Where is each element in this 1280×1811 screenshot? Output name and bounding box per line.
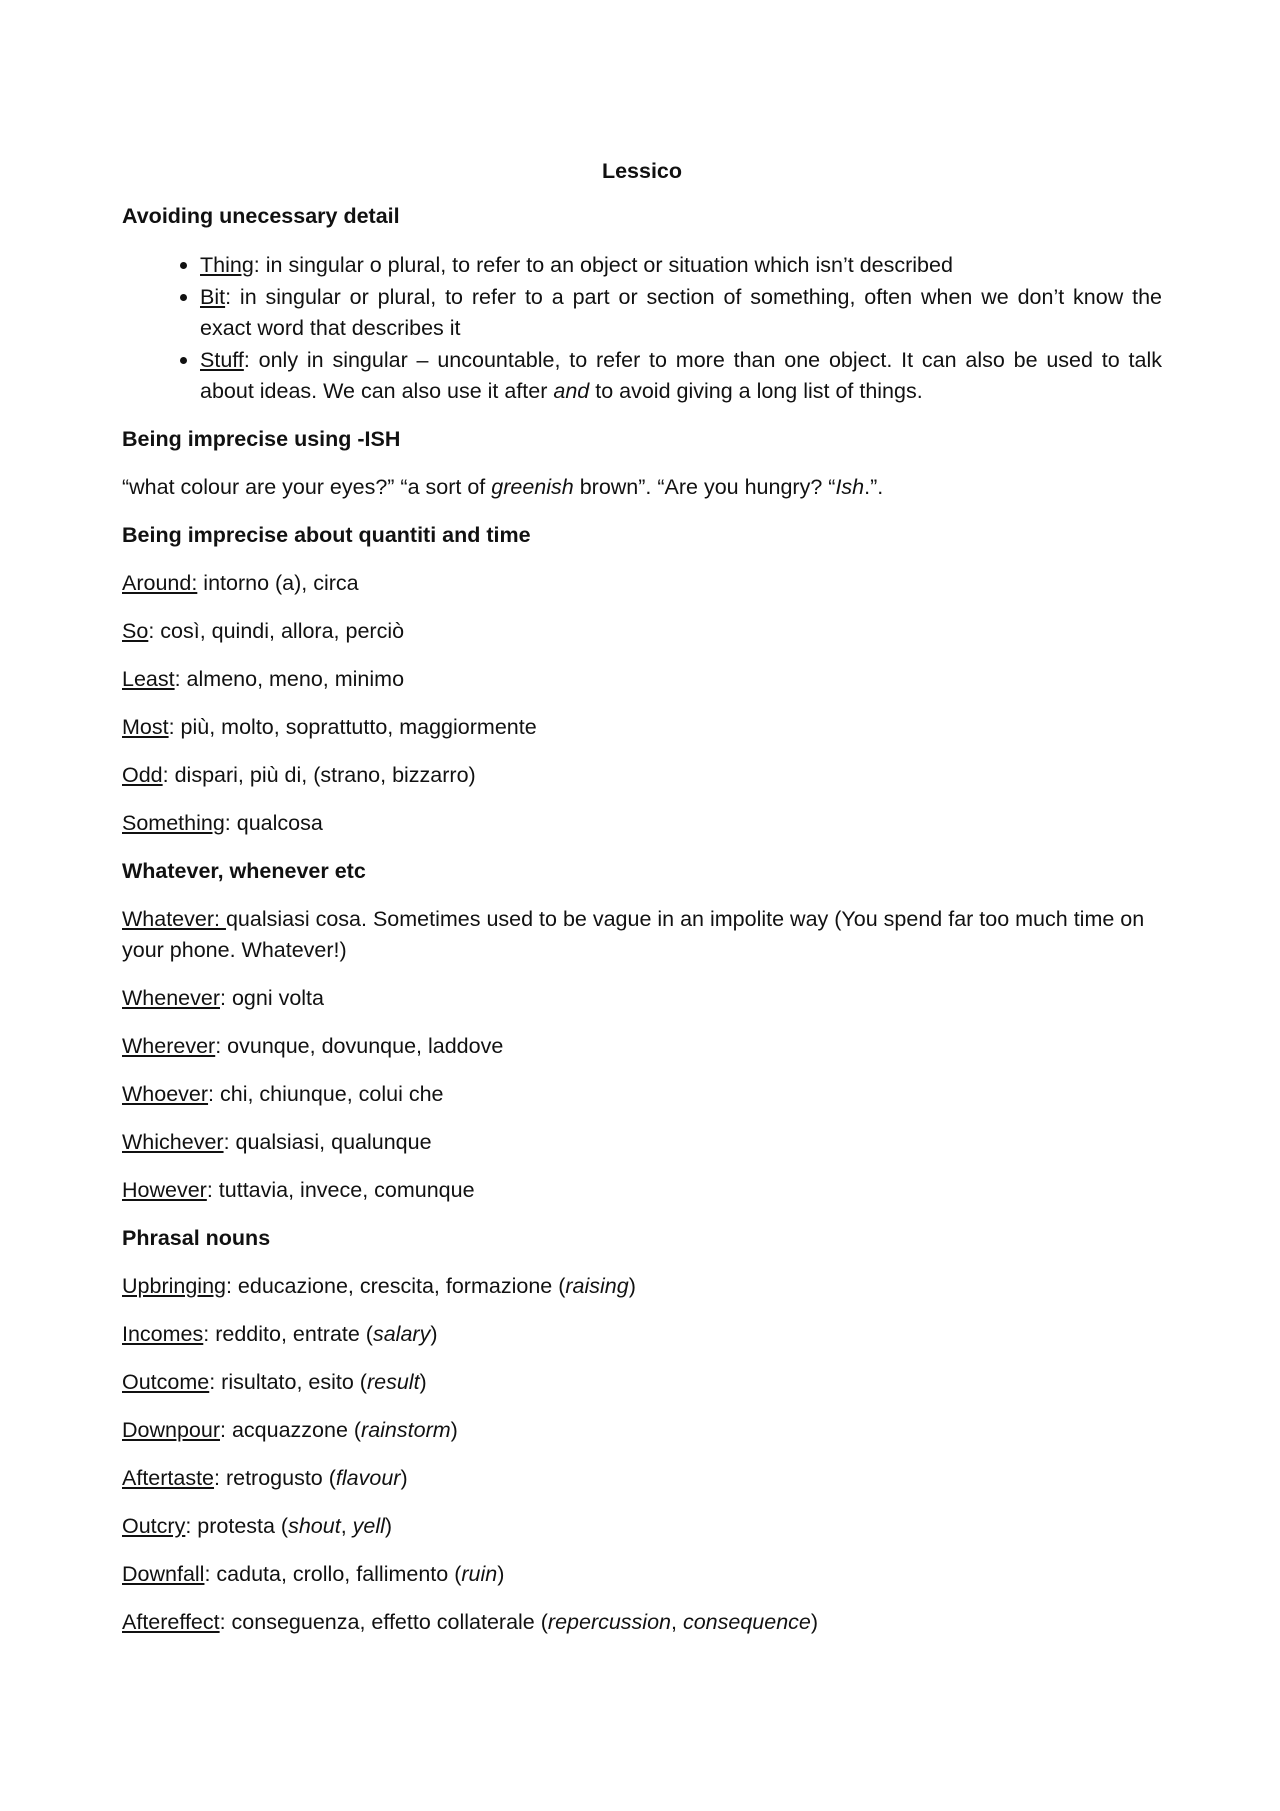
synonym: salary: [372, 1322, 431, 1346]
definition: : tuttavia, invece, comunque: [206, 1178, 475, 1202]
definition: : educazione, crescita, formazione (: [225, 1274, 566, 1298]
definition: : ogni volta: [220, 986, 324, 1010]
document-title: Lessico: [601, 159, 683, 183]
synonym: flavour: [335, 1466, 401, 1490]
vocab-item: [122, 1415, 1162, 1446]
document-page: [122, 150, 1162, 1655]
term: Upbringing: [122, 1274, 226, 1298]
vocab-item: [122, 1511, 1162, 1542]
separator: ,: [671, 1610, 683, 1634]
definition: : retrogusto (: [214, 1466, 336, 1490]
synonym: repercussion: [547, 1610, 671, 1634]
vocab-item: [122, 1559, 1162, 1590]
term: Bit: [200, 285, 226, 309]
bullet-item-thing: [200, 249, 1162, 281]
section-heading-avoiding-detail: Avoiding unecessary detail: [122, 204, 400, 228]
section-heading-ish: Being imprecise using -ISH: [122, 427, 401, 451]
term: Outcry: [122, 1514, 186, 1538]
definition: : conseguenza, effetto collaterale (: [219, 1610, 548, 1634]
vocab-item: [122, 712, 1162, 743]
term: Whatever:: [122, 907, 226, 931]
definition: : caduta, crollo, fallimento (: [204, 1562, 462, 1586]
section-heading-phrasal-nouns: Phrasal nouns: [122, 1226, 271, 1250]
bullet-item-bit: [200, 281, 1162, 344]
definition: : così, quindi, allora, perciò: [148, 619, 405, 643]
term: Aftertaste: [122, 1466, 215, 1490]
vocab-item: [122, 904, 1162, 966]
close-paren: ): [419, 1370, 427, 1394]
term: However: [122, 1178, 207, 1202]
separator: ,: [340, 1514, 353, 1538]
vocab-item: [122, 568, 1162, 599]
term: Thing: [200, 253, 254, 277]
term: Outcome: [122, 1370, 210, 1394]
definition-italic: and: [553, 379, 590, 403]
text-italic: greenish: [491, 475, 574, 499]
term: Stuff: [200, 348, 244, 372]
definition: : reddito, entrate (: [203, 1322, 373, 1346]
term: Aftereffect: [122, 1610, 220, 1634]
synonym: ruin: [461, 1562, 498, 1586]
term: Downfall: [122, 1562, 205, 1586]
definition: : acquazzone (: [220, 1418, 362, 1442]
term: Something: [122, 811, 225, 835]
close-paren: ): [810, 1610, 819, 1634]
definition: : in singular or plural, to refer to a part or section of something, often when we don’t know the exact word that describes it: [200, 285, 1162, 340]
bullet-item-stuff: [200, 344, 1162, 407]
definition: : protesta (: [185, 1514, 289, 1538]
bullet-list: [122, 249, 1162, 407]
close-paren: ): [450, 1418, 458, 1442]
vocab-item: [122, 808, 1162, 839]
synonym: raising: [565, 1274, 629, 1298]
term: Whichever: [122, 1130, 224, 1154]
term: Odd: [122, 763, 163, 787]
definition: : dispari, più di, (strano, bizzarro): [162, 763, 476, 787]
text: brown”. “Are you hungry? “: [573, 475, 836, 499]
section-heading-whatever: Whatever, whenever etc: [122, 859, 366, 883]
text: .”.: [864, 475, 884, 499]
vocab-item: [122, 1175, 1162, 1206]
vocab-item: [122, 1271, 1162, 1302]
vocab-item: [122, 1367, 1162, 1398]
definition: : almeno, meno, minimo: [174, 667, 405, 691]
definition: to avoid giving a long list of things.: [589, 379, 923, 403]
close-paren: ): [430, 1322, 438, 1346]
term: Around:: [122, 571, 198, 595]
vocab-item: [122, 1463, 1162, 1494]
definition: : qualcosa: [224, 811, 323, 835]
close-paren: ): [400, 1466, 408, 1490]
vocab-item: [122, 1319, 1162, 1350]
vocab-item: [122, 664, 1162, 695]
vocab-item: [122, 1079, 1162, 1110]
term: Incomes: [122, 1322, 204, 1346]
definition: : ovunque, dovunque, laddove: [215, 1034, 504, 1058]
definition: : più, molto, soprattutto, maggiormente: [168, 715, 537, 739]
close-paren: ): [497, 1562, 505, 1586]
section-heading-quantity-time: Being imprecise about quantiti and time: [122, 523, 531, 547]
synonym: rainstorm: [361, 1418, 451, 1442]
text: “what colour are your eyes?” “a sort of: [122, 475, 492, 499]
term: Downpour: [122, 1418, 220, 1442]
synonym: consequence: [682, 1610, 811, 1634]
definition: intorno (a), circa: [197, 571, 359, 595]
vocab-item: [122, 1031, 1162, 1062]
definition: qualsiasi cosa. Sometimes used to be vague in an impolite way (You spend far too much time on your phone. Whatever!): [122, 907, 1145, 962]
synonym: yell: [352, 1514, 385, 1538]
term: Most: [122, 715, 169, 739]
vocab-item: [122, 983, 1162, 1014]
close-paren: ): [384, 1514, 393, 1538]
term: Wherever: [122, 1034, 216, 1058]
term: Least: [122, 667, 175, 691]
vocab-item: [122, 1127, 1162, 1158]
definition: : in singular o plural, to refer to an object or situation which isn’t described: [253, 253, 953, 277]
vocab-item: [122, 760, 1162, 791]
term: Whoever: [122, 1082, 209, 1106]
term: So: [122, 619, 149, 643]
term: Whenever: [122, 986, 220, 1010]
definition: : only in singular – uncountable, to refer to more than one object. It can also be used to talk about ideas. We can also use it after: [200, 348, 1162, 403]
definition: : chi, chiunque, colui che: [208, 1082, 444, 1106]
text-italic: Ish: [835, 475, 865, 499]
definition: : qualsiasi, qualunque: [223, 1130, 432, 1154]
vocab-item: [122, 616, 1162, 647]
vocab-item: [122, 1607, 1162, 1638]
definition: : risultato, esito (: [209, 1370, 367, 1394]
close-paren: ): [628, 1274, 636, 1298]
synonym: result: [366, 1370, 420, 1394]
synonym: shout: [288, 1514, 341, 1538]
example-line: [122, 472, 1162, 503]
